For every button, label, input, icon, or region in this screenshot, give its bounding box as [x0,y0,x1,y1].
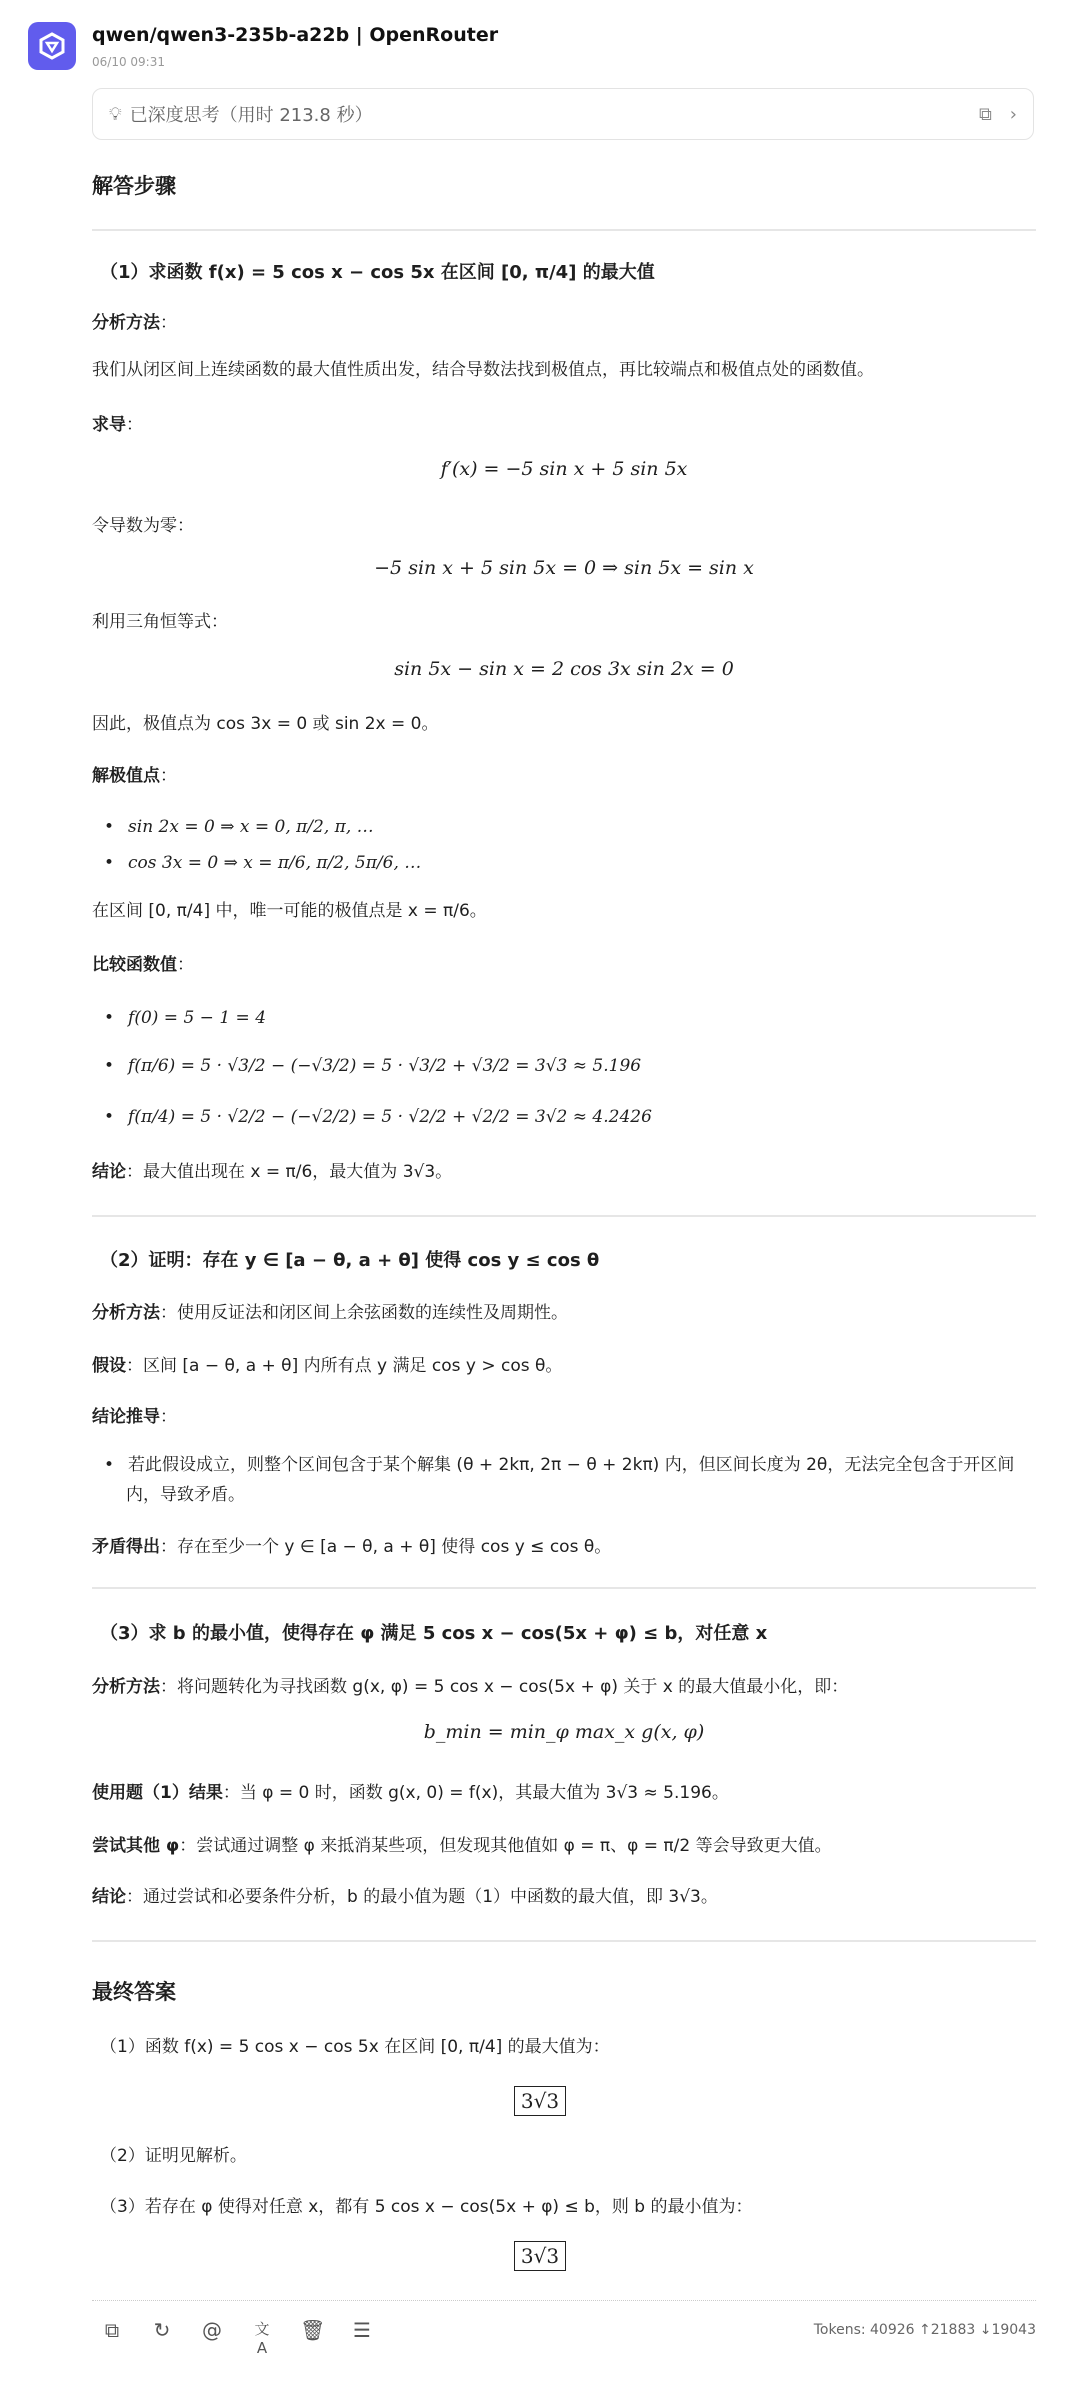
s2-hypothesis [92,1351,1036,1381]
message-toolbar [100,2318,374,2357]
list-item: • f(π/4) = 5 · √2/2 − (−√2/2) = 5 · √2/2 + √2/2 = 3√2 ≈ 4.2426 [104,1102,1024,1132]
s1-zero: 令导数为零： [92,516,194,536]
text: ：将问题转化为寻找函数 g(x, φ) = 5 cos x − cos(5x + φ) 关于 x 的最大值最小化，即： [160,1677,849,1697]
final-answer-1: （1）函数 f(x) = 5 cos x − cos 5x 在区间 [0, π/4] 的最大值为： [100,2037,610,2057]
label: 结论 [92,1162,126,1182]
final-answer-2: （2）证明见解析。 [100,2146,247,2166]
text: ：使用反证法和闭区间上余弦函数的连续性及周期性。 [160,1303,568,1323]
qwen-logo-icon [37,31,67,61]
list-item: • f(0) = 5 − 1 = 4 [104,1003,1024,1033]
regenerate-icon[interactable]: ↻ [153,2318,171,2342]
s3-method [92,1672,1036,1702]
s3-use [92,1778,1036,1808]
menu-icon[interactable]: ☰ [353,2318,371,2342]
chat-title: qwen/qwen3-235b-a22b | OpenRouter [92,24,499,46]
label: 分析方法 [92,1303,160,1323]
translate-icon[interactable]: 文A [254,2320,270,2357]
s1-deriv [92,410,1036,440]
boxed-value: 3√3 [514,2241,566,2271]
copy-icon[interactable]: ⧉ [978,103,992,125]
s1-method-text: 我们从闭区间上连续函数的最大值性质出发，结合导数法找到极值点，再比较端点和极值点处的函数值。 [92,360,874,380]
s3-try [92,1831,1036,1861]
trash-icon[interactable]: 🗑︎ [300,2318,326,2342]
label: 尝试其他 φ [92,1836,180,1856]
text: ：存在至少一个 y ∈ [a − θ, a + θ] 使得 cos y ≤ cos θ。 [160,1537,612,1557]
label: 分析方法 [92,313,160,333]
divider [92,1587,1036,1589]
s1-conclusion [92,1157,1036,1187]
label: 解极值点 [92,766,160,786]
colon: ： [177,955,194,975]
label: 使用题（1）结果 [92,1783,223,1803]
list-item: • f(π/6) = 5 · √3/2 − (−√3/2) = 5 · √3/2 + √3/2 = 3√3 ≈ 5.196 [104,1051,1024,1081]
label: 结论 [92,1887,126,1907]
equation-zero: −5 sin x + 5 sin 5x = 0 ⇒ sin 5x = sin x [374,557,754,579]
list-item: • 若此假设成立，则整个区间包含于某个解集 (θ + 2kπ, 2π − θ + 2kπ) 内，但区间长度为 2θ，无法完全包含于开区间内，导致矛盾。 [104,1450,1046,1510]
divider [92,1940,1036,1942]
s1-solve [92,761,1036,791]
steps-heading: 解答步骤 [92,174,176,198]
list-item: • sin 2x = 0 ⇒ x = 0, π/2, π, … [104,812,1024,842]
model-avatar [28,22,76,70]
label: 矛盾得出 [92,1537,160,1557]
s2-derive-label [92,1402,1036,1432]
message-timestamp: 06/10 09:31 [92,55,165,69]
label: 结论推导 [92,1407,160,1427]
final-answer-3: （3）若存在 φ 使得对任意 x，都有 5 cos x − cos(5x + φ) ≤ b，则 b 的最小值为： [100,2197,753,2217]
section-3-title: （3）求 b 的最小值，使得存在 φ 满足 5 cos x − cos(5x + φ) ≤ b，对任意 x [100,1623,768,1644]
token-count: Tokens: 40926 ↑21883 ↓19043 [813,2322,1036,2338]
section-1-title: （1）求函数 f(x) = 5 cos x − cos 5x 在区间 [0, π/4] 的最大值 [100,262,655,283]
boxed-value: 3√3 [514,2086,566,2116]
text: ：区间 [a − θ, a + θ] 内所有点 y 满足 cos y > cos θ。 [126,1356,563,1376]
list-item: • cos 3x = 0 ⇒ x = π/6, π/2, 5π/6, … [104,848,1024,878]
section-2-title: （2）证明：存在 y ∈ [a − θ, a + θ] 使得 cos y ≤ cos θ [100,1250,600,1271]
text: ：当 φ = 0 时，函数 g(x, 0) = f(x)，其最大值为 3√3 ≈ 5.196。 [222,1783,729,1803]
s1-interval: 在区间 [0, π/4] 中，唯一可能的极值点是 x = π/6。 [92,901,487,921]
text: ：通过尝试和必要条件分析，b 的最小值为题（1）中函数的最大值，即 3√3。 [126,1887,718,1907]
text: ：尝试通过调整 φ 来抵消某些项，但发现其他值如 φ = π、φ = π/2 等会导致更大值。 [179,1836,832,1856]
s1-compare [92,950,1036,980]
divider [92,1215,1036,1217]
colon: ： [126,415,143,435]
thinking-panel[interactable] [92,88,1034,140]
colon: ： [160,313,177,333]
mention-icon[interactable]: @ [202,2318,222,2342]
boxed-answer-1 [0,2086,1080,2116]
text: ：最大值出现在 x = π/6，最大值为 3√3。 [126,1162,453,1182]
lightbulb-icon: 💡︎ [109,103,122,125]
s1-therefore: 因此，极值点为 cos 3x = 0 或 sin 2x = 0。 [92,714,439,734]
s1-identity: 利用三角恒等式： [92,612,228,632]
label: 假设 [92,1356,126,1376]
colon: ： [160,766,177,786]
colon: ： [160,1407,177,1427]
equation-identity: sin 5x − sin x = 2 cos 3x sin 2x = 0 [394,658,734,680]
label: 分析方法 [92,1677,160,1697]
equation-bmin: b_min = min_φ max_x g(x, φ) [423,1721,705,1743]
s2-method [92,1298,1036,1328]
label: 求导 [92,415,126,435]
s3-conclusion [92,1882,1036,1912]
copy-icon[interactable]: ⧉ [104,2318,120,2342]
equation-derivative: f′(x) = −5 sin x + 5 sin 5x [440,458,688,480]
thinking-label: 已深度思考（用时 213.8 秒） [129,105,373,126]
divider [92,229,1036,231]
chevron-right-icon[interactable]: › [1009,103,1017,125]
footer-divider [92,2300,1036,2301]
s1-method [92,308,1036,338]
final-answer-heading: 最终答案 [92,1980,176,2004]
s2-contradiction [92,1532,1036,1562]
boxed-answer-2 [0,2241,1080,2271]
label: 比较函数值 [92,955,177,975]
